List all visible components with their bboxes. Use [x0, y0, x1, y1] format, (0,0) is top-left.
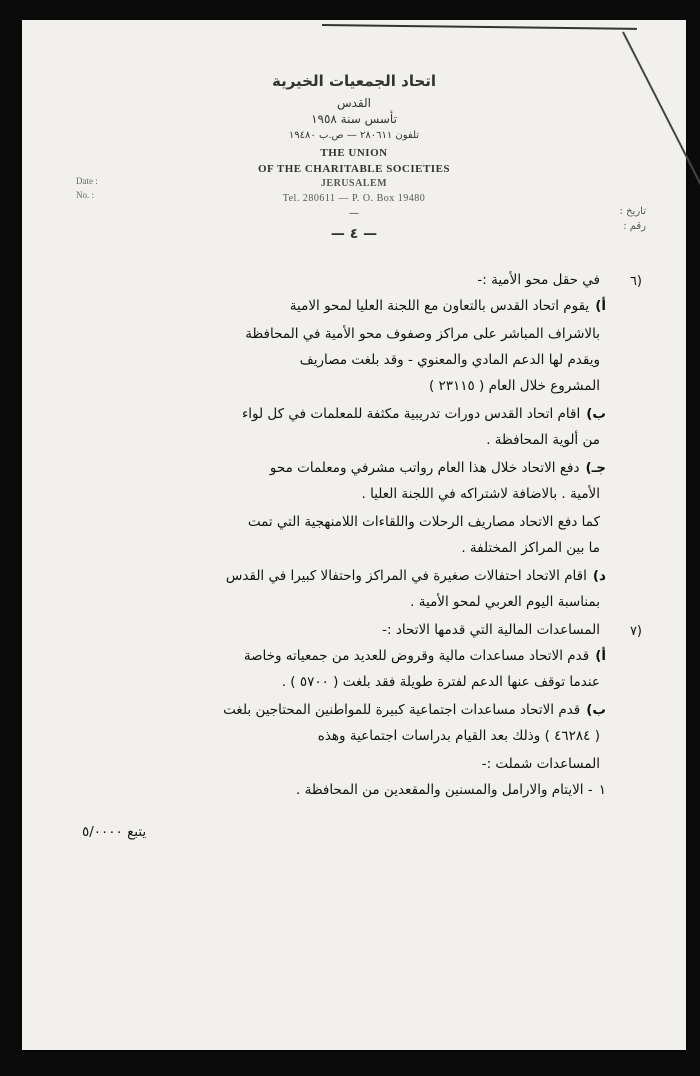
line-text: قدم الاتحاد مساعدات اجتماعية كبيرة للمواطنين المحتاجين بلغت [223, 702, 581, 718]
letterhead-ar-city: القدس [336, 96, 371, 110]
section-line [82, 674, 606, 690]
line-text: الأمية . بالاضافة لاشتراكه في اللجنة العليا . [361, 486, 600, 502]
line-marker: أ) [595, 298, 606, 314]
section-line [82, 568, 606, 584]
line-text: ١- الايتام والارامل والمسنين والمقعدين من المحافظة . [296, 782, 606, 798]
line-marker: د) [592, 568, 606, 584]
section-line [82, 272, 606, 288]
letterhead-ar-contact: تلفون ٢٨٠٦١١ — ص.ب ١٩٤٨٠ [288, 130, 420, 141]
line-text: ما بين المراكز المختلفة . [461, 540, 600, 556]
document-page [22, 20, 686, 1050]
letterhead-dash: — [349, 208, 359, 219]
line-text: المشروع خلال العام ( ٢٣١١٥ ) [428, 378, 600, 394]
section-line [82, 702, 606, 718]
page-number: — ٤ — [330, 226, 378, 242]
section-line [82, 594, 606, 610]
line-text: كما دفع الاتحاد مصاريف الرحلات واللقاءات اللامنهجية التي تمت [247, 514, 600, 530]
line-text: المساعدات المالية التي قدمها الاتحاد :- [382, 622, 600, 638]
section-line [82, 540, 606, 556]
section-line [82, 728, 606, 744]
section-line [82, 460, 606, 476]
section-number: ٦) [629, 274, 642, 289]
line-text: المساعدات شملت :- [481, 756, 600, 772]
letterhead-en-city: JERUSALEM [320, 178, 388, 189]
line-text: اقام الاتحاد احتفالات صغيرة في المراكز واحتفالا كبيرا في القدس [225, 568, 587, 584]
number-label: No. : [76, 190, 94, 200]
line-text: ويقدم لها الدعم المادي والمعنوي - وقد بلغت مصاريف [299, 352, 600, 368]
line-text: بالاشراف المباشر على مراكز وصفوف محو الأمية في المحافظة [245, 326, 600, 342]
line-text: من ألوية المحافظة . [486, 432, 600, 448]
line-text: اقام اتحاد القدس دورات تدريبية مكثفة للمعلمات في كل لواء [241, 406, 581, 422]
letterhead-en-line1: THE UNION [320, 147, 388, 159]
section-number: ٧) [629, 624, 642, 639]
letterhead-en-contact: Tel. 280611 — P. O. Box 19480 [282, 193, 426, 204]
continued-note: يتبع ٥/٠٠٠٠ [82, 824, 147, 840]
line-text: دفع الاتحاد خلال هذا العام رواتب مشرفي ومعلمات محو [269, 460, 580, 476]
line-text: ( ٤٦٢٨٤ ) وذلك بعد القيام بدراسات اجتماعية وهذه [317, 728, 600, 744]
line-text: بمناسبة اليوم العربي لمحو الأمية . [410, 594, 600, 610]
section-line [82, 756, 606, 772]
line-text: يقوم اتحاد القدس بالتعاون مع اللجنة العليا لمحو الامية [289, 298, 590, 314]
line-text: عندما توقف عنها الدعم لفترة طويلة فقد بلغت ( ٥٧٠٠ ) . [281, 674, 600, 690]
section-line [82, 406, 606, 422]
section-line [82, 432, 606, 448]
section-line [82, 326, 606, 342]
line-marker: ب) [586, 406, 606, 422]
date-label: Date : [76, 176, 98, 186]
section-line [82, 514, 606, 530]
section-line [82, 298, 606, 314]
ar-number-label: رقم : [623, 221, 646, 232]
section-line [82, 648, 606, 664]
letterhead-en-line2: OF THE CHARITABLE SOCIETIES [257, 163, 451, 175]
section-line [82, 486, 606, 502]
line-text: في حقل محو الأمية :- [477, 272, 600, 288]
fold-line [322, 24, 637, 30]
section-line [82, 782, 606, 798]
line-marker: ب) [586, 702, 606, 718]
line-text: قدم الاتحاد مساعدات مالية وقروض للعديد من جمعياته وخاصة [243, 648, 590, 664]
line-marker: جـ) [585, 460, 606, 476]
letterhead-ar-name: اتحاد الجمعيات الخيرية [271, 72, 437, 90]
ar-date-label: تاريخ : [619, 206, 646, 217]
section-line [82, 352, 606, 368]
line-marker: أ) [595, 648, 606, 664]
section-line [82, 378, 606, 394]
letterhead-ar-founded: تأسس سنة ١٩٥٨ [311, 112, 397, 126]
section-line [82, 622, 606, 638]
